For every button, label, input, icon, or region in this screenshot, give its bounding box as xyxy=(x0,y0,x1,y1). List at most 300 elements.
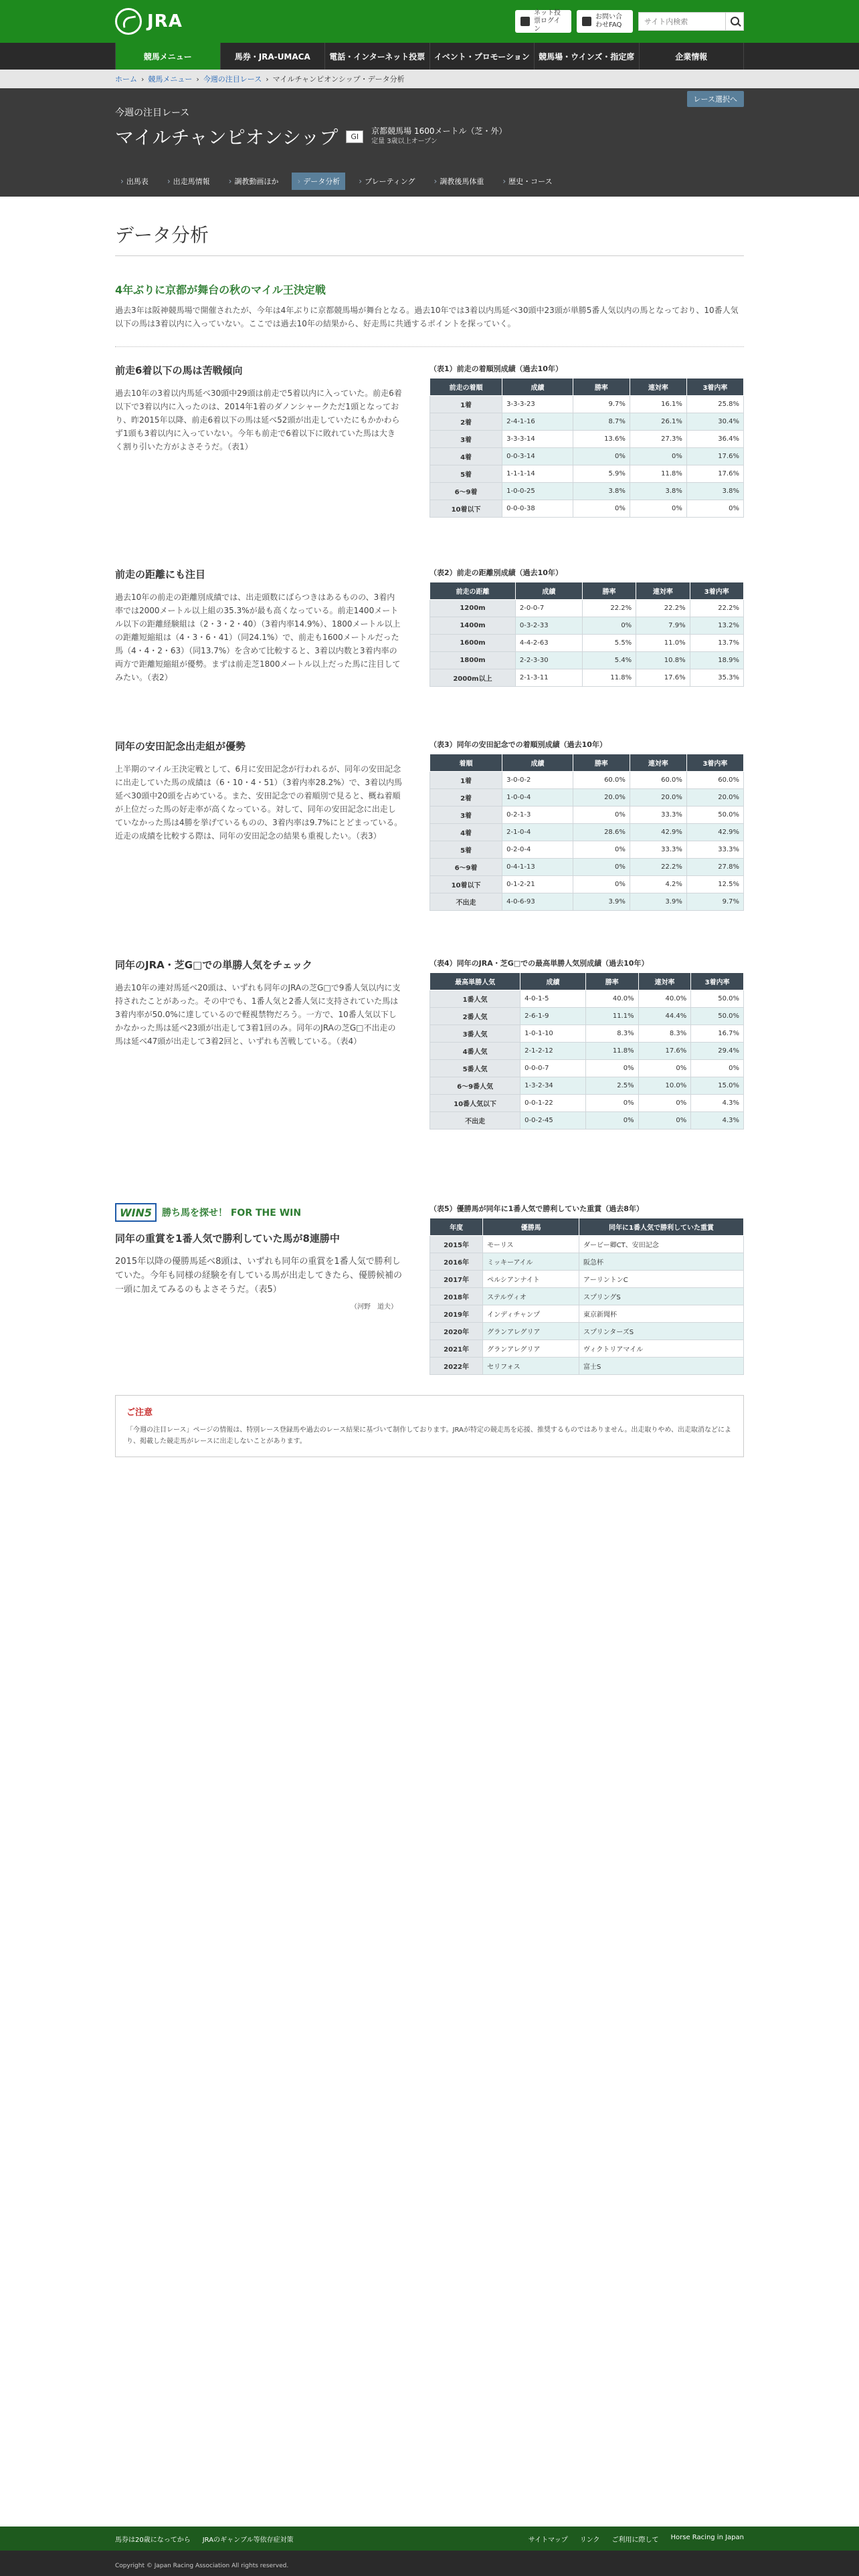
table-cell: 16.1% xyxy=(630,396,686,413)
table-cell: 2020年 xyxy=(430,1323,483,1340)
table-cell: 2000m以上 xyxy=(430,669,516,687)
race-info xyxy=(371,126,506,146)
table-cell: 8.7% xyxy=(573,413,630,431)
table-cell: 25.8% xyxy=(686,396,743,413)
stats-table xyxy=(430,582,744,687)
table-cell: 0% xyxy=(585,1095,638,1112)
table-cell: 4-0-1-5 xyxy=(520,990,586,1008)
table-cell: 35.3% xyxy=(690,669,743,687)
table-header: 3着内率 xyxy=(686,754,743,772)
table-cell: 1-3-2-34 xyxy=(520,1077,586,1095)
table-header: 優勝馬 xyxy=(483,1218,579,1236)
table-cell: 2-6-1-9 xyxy=(520,1008,586,1025)
table-cell: 60.0% xyxy=(630,772,686,789)
stats-table xyxy=(430,972,744,1130)
table-row xyxy=(430,1271,744,1288)
race-header xyxy=(0,88,859,197)
table-cell: 10番人気以下 xyxy=(430,1095,520,1112)
table-cell: アーリントンC xyxy=(579,1271,744,1288)
table-cell: 5.5% xyxy=(582,635,636,652)
table-row xyxy=(430,413,744,431)
analysis-section xyxy=(115,363,744,518)
table-row xyxy=(430,893,744,911)
main-content xyxy=(0,197,859,1457)
tab-data-analysis[interactable]: › データ分析 xyxy=(292,173,345,190)
table5-caption: （表5）優勝馬が同年に1番人気で勝利していた重賞（過去8年） xyxy=(430,1204,644,1213)
table-row xyxy=(430,483,744,500)
table-cell: 3番人気 xyxy=(430,1025,520,1043)
table-row xyxy=(430,1323,744,1340)
search-input[interactable] xyxy=(638,12,725,31)
table-cell: 1-1-1-14 xyxy=(502,465,573,483)
table-cell: 10.8% xyxy=(636,652,690,669)
table-row xyxy=(430,807,744,824)
table-row xyxy=(430,1340,744,1358)
table-header: 3着内率 xyxy=(691,973,744,990)
table-header: 連対率 xyxy=(636,582,690,600)
table-cell: 22.2% xyxy=(636,600,690,617)
table-header: 成績 xyxy=(502,754,573,772)
table-row xyxy=(430,600,744,617)
table-cell: 0-2-0-4 xyxy=(502,841,573,859)
breadcrumb-home[interactable]: ホーム xyxy=(115,75,137,84)
table-cell: 5番人気 xyxy=(430,1060,520,1077)
table-cell: 0% xyxy=(573,876,630,893)
table-cell: 1-0-1-10 xyxy=(520,1025,586,1043)
table-cell: 50.0% xyxy=(686,807,743,824)
table-cell: 4着 xyxy=(430,824,502,841)
gnav-racecourses[interactable]: 競馬場・ウインズ・指定席 xyxy=(535,43,640,70)
table-row xyxy=(430,396,744,413)
table-row xyxy=(430,859,744,876)
table-cell: 13.7% xyxy=(690,635,743,652)
table-cell: 2-2-3-30 xyxy=(515,652,582,669)
table-cell: 1600m xyxy=(430,635,516,652)
top-header xyxy=(0,0,859,43)
table-cell: 2015年 xyxy=(430,1236,483,1253)
table-cell: 不出走 xyxy=(430,1112,520,1130)
table-cell: 33.3% xyxy=(686,841,743,859)
table-row xyxy=(430,500,744,518)
author: （河野 道夫） xyxy=(351,1303,397,1311)
table-cell: 18.9% xyxy=(690,652,743,669)
table-cell: ダービー卿CT、安田記念 xyxy=(579,1236,744,1253)
table-cell: 60.0% xyxy=(686,772,743,789)
question-icon xyxy=(582,17,591,26)
table-cell: 2-1-2-12 xyxy=(520,1043,586,1060)
table-row xyxy=(430,824,744,841)
table-cell: 2.5% xyxy=(585,1077,638,1095)
table-row xyxy=(430,1008,744,1025)
table-cell: 17.6% xyxy=(638,1043,691,1060)
table-cell: 9.7% xyxy=(686,893,743,911)
table-cell: 5.4% xyxy=(582,652,636,669)
table-cell: 28.6% xyxy=(573,824,630,841)
table-cell: 3.8% xyxy=(630,483,686,500)
table-row xyxy=(430,1253,744,1271)
table-cell: 5.9% xyxy=(573,465,630,483)
table-row xyxy=(430,1077,744,1095)
table-cell: 2-4-1-16 xyxy=(502,413,573,431)
table-cell: 17.6% xyxy=(686,465,743,483)
section-title: 前走6着以下の馬は苦戦傾向 xyxy=(115,364,243,377)
table-cell: 0% xyxy=(573,841,630,859)
table-cell: 26.1% xyxy=(630,413,686,431)
table-cell: 1200m xyxy=(430,600,516,617)
table-cell: ミッキーアイル xyxy=(483,1253,579,1271)
table-cell: 2-0-0-7 xyxy=(515,600,582,617)
table-cell: スプリングS xyxy=(579,1288,744,1305)
lead-title: 4年ぶりに京都が舞台の秋のマイル王決定戦 xyxy=(115,284,326,296)
analysis-section xyxy=(115,958,744,1130)
table-row xyxy=(430,635,744,652)
table-caption: （表2）前走の距離別成績（過去10年） xyxy=(430,568,563,577)
table-caption: （表1）前走の着順別成績（過去10年） xyxy=(430,364,563,373)
table-cell: 阪急杯 xyxy=(579,1253,744,1271)
section-title: 同年の安田記念出走組が優勢 xyxy=(115,740,246,752)
win5-logo: WIN5 xyxy=(115,1203,157,1222)
table-cell: 0-0-0-38 xyxy=(502,500,573,518)
breadcrumb-current: マイルチャンピオンシップ・データ分析 xyxy=(272,75,405,84)
table-row xyxy=(430,1025,744,1043)
table-cell: 0% xyxy=(573,448,630,465)
table-cell: 27.3% xyxy=(630,431,686,448)
stats-table xyxy=(430,378,744,518)
table-header: 着順 xyxy=(430,754,502,772)
race-conditions: 定量 3歳以上オープン xyxy=(371,138,438,145)
table-cell: 4.3% xyxy=(691,1112,744,1130)
footer-link-links[interactable]: リンク xyxy=(579,2536,600,2544)
table-row xyxy=(430,1236,744,1253)
table-cell: 2着 xyxy=(430,789,502,807)
table-cell: 2-1-3-11 xyxy=(515,669,582,687)
table-row xyxy=(430,1358,744,1375)
table-cell: 6～9着 xyxy=(430,483,502,500)
footer-link-gambling[interactable]: JRAのギャンブル等依存症対策 xyxy=(202,2536,294,2544)
table-cell: 1400m xyxy=(430,617,516,635)
table-cell: 0-3-2-33 xyxy=(515,617,582,635)
table-row xyxy=(430,772,744,789)
gnav-racing-menu[interactable]: 競馬メニュー xyxy=(115,43,221,70)
table-cell: 2番人気 xyxy=(430,1008,520,1025)
table-cell: 10.0% xyxy=(638,1077,691,1095)
divider xyxy=(115,346,744,347)
table-header: 勝率 xyxy=(573,379,630,396)
login-button[interactable] xyxy=(515,10,571,33)
faq-label: お問い合わせFAQ xyxy=(595,13,622,29)
table-row xyxy=(430,465,744,483)
table-cell: 11.0% xyxy=(636,635,690,652)
faq-button[interactable] xyxy=(577,10,633,33)
table-cell: 1着 xyxy=(430,772,502,789)
table-cell: 11.8% xyxy=(582,669,636,687)
table-cell: 3着 xyxy=(430,807,502,824)
breadcrumb-racing-menu[interactable]: 競馬メニュー xyxy=(148,75,193,84)
table-cell: 33.3% xyxy=(630,807,686,824)
table-cell: 44.4% xyxy=(638,1008,691,1025)
breadcrumb: ホーム › 競馬メニュー › 今週の注目レース › マイルチャンピオンシップ・データ分析 xyxy=(0,70,859,88)
table-cell: 20.0% xyxy=(573,789,630,807)
table-cell: 17.6% xyxy=(636,669,690,687)
table-cell: 4-0-6-93 xyxy=(502,893,573,911)
notice-title: ご注意 xyxy=(126,1408,153,1418)
table-header: 年度 xyxy=(430,1218,483,1236)
table-cell: セリフォス xyxy=(483,1358,579,1375)
table-header: 3着内率 xyxy=(690,582,743,600)
table-header: 前走の距離 xyxy=(430,582,516,600)
pc-icon xyxy=(520,17,530,26)
table-cell: 0% xyxy=(573,500,630,518)
table-cell: 4-4-2-63 xyxy=(515,635,582,652)
table-cell: 1着 xyxy=(430,396,502,413)
table-cell: ステルヴィオ xyxy=(483,1288,579,1305)
table-row xyxy=(430,789,744,807)
table-cell: 東京新聞杯 xyxy=(579,1305,744,1323)
gnav-online-voting[interactable]: 電話・インターネット投票 xyxy=(325,43,430,70)
race-select-button[interactable]: レース選択へ xyxy=(687,91,744,107)
table-header: 勝率 xyxy=(585,973,638,990)
table-cell: 10着以下 xyxy=(430,876,502,893)
gnav-events[interactable]: イベント・プロモーション xyxy=(430,43,535,70)
table-cell: 1-0-0-4 xyxy=(502,789,573,807)
table-cell: 8.3% xyxy=(638,1025,691,1043)
table-cell: 22.2% xyxy=(582,600,636,617)
search-button[interactable] xyxy=(725,12,744,31)
section-text: 過去10年の連対馬延べ20頭は、いずれも同年のJRAの芝G□で9番人気以内に支持されたことがあった。その中でも、1番人気と2番人気に支持されていた馬は3着内率が50.0%に達しているので軽視禁物だろう。一方で、10番人気以下しかなかった馬は延べ23頭が出走して3着1回のみ。同年のJRAの芝G□不出走の馬は延べ47頭が出走して3着2回と、いずれも苦戦している。（表4） xyxy=(115,983,401,1046)
table-cell: 5着 xyxy=(430,465,502,483)
tab-history-course[interactable]: › 歴史・コース xyxy=(497,173,557,190)
table-cell: 40.0% xyxy=(585,990,638,1008)
race-subtitle: 今週の注目レース xyxy=(115,108,190,118)
table-cell: 4着 xyxy=(430,448,502,465)
tab-horse-info[interactable]: › 出走馬情報 xyxy=(162,173,215,190)
table-cell: 1番人気 xyxy=(430,990,520,1008)
table-cell: 0% xyxy=(573,859,630,876)
table-cell: 不出走 xyxy=(430,893,502,911)
table-row xyxy=(430,1060,744,1077)
table-cell: 0% xyxy=(638,1112,691,1130)
table-cell: 36.4% xyxy=(686,431,743,448)
table-cell: 8.3% xyxy=(585,1025,638,1043)
table-cell: 3.9% xyxy=(573,893,630,911)
breadcrumb-featured-race[interactable]: 今週の注目レース xyxy=(203,75,262,84)
table-cell: 2018年 xyxy=(430,1288,483,1305)
footer-link-hrj[interactable]: Horse Racing in Japan xyxy=(670,2533,744,2541)
table-row xyxy=(430,1288,744,1305)
analysis-section xyxy=(115,739,744,911)
table-cell: 2着 xyxy=(430,413,502,431)
tab-entries[interactable]: › 出馬表 xyxy=(115,173,154,190)
table-row xyxy=(430,431,744,448)
table-cell: 2022年 xyxy=(430,1358,483,1375)
win5-title: 同年の重賞を1番人気で勝利していた馬が8連勝中 xyxy=(115,1232,340,1245)
win5-section xyxy=(115,1203,744,1375)
race-title: マイルチャンピオンシップ xyxy=(115,126,339,148)
table-cell: モーリス xyxy=(483,1236,579,1253)
table-cell: 30.4% xyxy=(686,413,743,431)
table-cell: 11.8% xyxy=(585,1043,638,1060)
table-cell: 1-0-0-25 xyxy=(502,483,573,500)
table-cell: 6～9番人気 xyxy=(430,1077,520,1095)
table-cell: 6～9着 xyxy=(430,859,502,876)
table-caption: （表3）同年の安田記念での着順別成績（過去10年） xyxy=(430,740,607,749)
table-cell: 2-1-0-4 xyxy=(502,824,573,841)
table-cell: 1800m xyxy=(430,652,516,669)
table-header: 連対率 xyxy=(638,973,691,990)
footer-link-age[interactable]: 馬券は20歳になってから xyxy=(115,2536,191,2544)
gnav-corporate[interactable]: 企業情報 xyxy=(640,43,745,70)
table-cell: グランアレグリア xyxy=(483,1323,579,1340)
table-cell: 11.8% xyxy=(630,465,686,483)
table-cell: 0-0-2-45 xyxy=(520,1112,586,1130)
table-cell: 11.1% xyxy=(585,1008,638,1025)
table-cell: 2016年 xyxy=(430,1253,483,1271)
table-cell: 7.9% xyxy=(636,617,690,635)
table-cell: ヴィクトリアマイル xyxy=(579,1340,744,1358)
table-cell: 富士S xyxy=(579,1358,744,1375)
table-cell: 0-0-1-22 xyxy=(520,1095,586,1112)
table-cell: 2021年 xyxy=(430,1340,483,1358)
table-header: 3着内率 xyxy=(686,379,743,396)
table-row xyxy=(430,617,744,635)
table-cell: 3-3-3-14 xyxy=(502,431,573,448)
table-cell: 16.7% xyxy=(691,1025,744,1043)
table-cell: 3.8% xyxy=(573,483,630,500)
table-cell: インディチャンプ xyxy=(483,1305,579,1323)
table-cell: 40.0% xyxy=(638,990,691,1008)
table-cell: 0% xyxy=(585,1060,638,1077)
table-cell: 9.7% xyxy=(573,396,630,413)
table-cell: 42.9% xyxy=(686,824,743,841)
page-title: データ分析 xyxy=(115,221,744,256)
grade-badge: GI xyxy=(346,130,363,143)
table-cell: 0-0-3-14 xyxy=(502,448,573,465)
table-cell: ペルシアンナイト xyxy=(483,1271,579,1288)
win5-banner: 勝ち馬を探せ！ FOR THE WIN xyxy=(162,1208,302,1218)
table-cell: 17.6% xyxy=(686,448,743,465)
section-title: 同年のJRA・芝G□での単勝人気をチェック xyxy=(115,959,312,971)
table-header: 成績 xyxy=(502,379,573,396)
site-search xyxy=(638,12,744,31)
table-cell: 0% xyxy=(638,1095,691,1112)
notice-text: 「今週の注目レース」ページの情報は、特別レース登録馬や過去のレース結果に基づいて制作しております。JRAが特定の競走馬を応援、推奨するものではありません。出走取りやめ、出走取消などにより、掲載した競走馬がレースに出走しないことがあります。 xyxy=(126,1426,732,1445)
table-cell: 0-1-2-21 xyxy=(502,876,573,893)
table-cell: 0% xyxy=(630,448,686,465)
table-row xyxy=(430,448,744,465)
table-header: 連対率 xyxy=(630,754,686,772)
table-header: 最高単勝人気 xyxy=(430,973,520,990)
footer-link-terms[interactable]: ご利用に際して xyxy=(611,2536,659,2544)
login-label: ネット投票ログイン xyxy=(534,9,561,33)
table-cell: 0-4-1-13 xyxy=(502,859,573,876)
table-cell: 5着 xyxy=(430,841,502,859)
table-cell: 27.8% xyxy=(686,859,743,876)
table-row xyxy=(430,1043,744,1060)
table-cell: 10着以下 xyxy=(430,500,502,518)
table-cell: 4.2% xyxy=(630,876,686,893)
table-cell: 3.9% xyxy=(630,893,686,911)
table-cell: 20.0% xyxy=(686,789,743,807)
table-row xyxy=(430,1095,744,1112)
table-cell: 42.9% xyxy=(630,824,686,841)
table-cell: 3着 xyxy=(430,431,502,448)
table-cell: 3-3-3-23 xyxy=(502,396,573,413)
table-cell: 13.6% xyxy=(573,431,630,448)
lead-text: 過去3年は阪神競馬場で開催されたが、今年は4年ぶりに京都競馬場が舞台となる。過去10年では3着以内馬延べ30頭中23頭が単勝5番人気以内の馬となっており、10番人気以下の馬は3着以内に入っていない。ここでは過去10年の結果から、好走馬に共通するポイントを探っていく。 xyxy=(115,306,739,328)
table-cell: 50.0% xyxy=(691,1008,744,1025)
table-cell: 4番人気 xyxy=(430,1043,520,1060)
table-cell: 4.3% xyxy=(691,1095,744,1112)
copyright: Copyright © Japan Racing Association All rights reserved. xyxy=(115,2563,289,2569)
race-course-info: 京都競馬場 1600メートル（芝・外） xyxy=(371,126,507,136)
tab-weight[interactable]: › 調教後馬体重 xyxy=(429,173,490,190)
table-cell: 0% xyxy=(691,1060,744,1077)
table-cell: 22.2% xyxy=(630,859,686,876)
gnav-betting[interactable]: 馬券・JRA-UMACA xyxy=(221,43,326,70)
table-row xyxy=(430,876,744,893)
table-caption: （表4）同年のJRA・芝G□での最高単勝人気別成績（過去10年） xyxy=(430,959,649,968)
tab-playback[interactable]: › プレーティング xyxy=(353,173,420,190)
table-cell: 13.2% xyxy=(690,617,743,635)
table-cell: 0-2-1-3 xyxy=(502,807,573,824)
table-header: 勝率 xyxy=(582,582,636,600)
table5 xyxy=(430,1218,744,1375)
win5-text: 2015年以降の優勝馬延べ8頭は、いずれも同年の重賞を1番人気で勝利していた。今年も同様の経験を有している馬が出走してきたら、優勝候補の一頭に加えてみるのもよさそうだ。（表5） xyxy=(115,1257,403,1295)
table-cell: 22.2% xyxy=(690,600,743,617)
table-cell: 12.5% xyxy=(686,876,743,893)
tab-training-video[interactable]: › 調教動画ほか xyxy=(223,173,284,190)
table-cell: グランアレグリア xyxy=(483,1340,579,1358)
race-tabs xyxy=(115,173,744,190)
table-header: 成績 xyxy=(520,973,586,990)
horse-logo-icon xyxy=(115,8,142,35)
table-header: 勝率 xyxy=(573,754,630,772)
table-row xyxy=(430,652,744,669)
stats-table xyxy=(430,754,744,911)
table-row xyxy=(430,1305,744,1323)
table-row xyxy=(430,1112,744,1130)
table-row xyxy=(430,669,744,687)
section-title: 前走の距離にも注目 xyxy=(115,568,206,580)
table-cell: スプリンターズS xyxy=(579,1323,744,1340)
jra-logo[interactable] xyxy=(115,8,183,35)
table-cell: 0% xyxy=(573,807,630,824)
logo-text: JRA xyxy=(147,11,183,31)
table-cell: 0% xyxy=(630,500,686,518)
table-cell: 50.0% xyxy=(691,990,744,1008)
table-cell: 3-0-0-2 xyxy=(502,772,573,789)
table-cell: 20.0% xyxy=(630,789,686,807)
table-cell: 2017年 xyxy=(430,1271,483,1288)
table-header: 同年に1番人気で勝利していた重賞 xyxy=(579,1218,744,1236)
table-cell: 0% xyxy=(638,1060,691,1077)
table-cell: 33.3% xyxy=(630,841,686,859)
table-row xyxy=(430,841,744,859)
table-cell: 0% xyxy=(582,617,636,635)
notice-box xyxy=(115,1395,744,1457)
footer-link-sitemap[interactable]: サイトマップ xyxy=(528,2536,568,2544)
table-cell: 15.0% xyxy=(691,1077,744,1095)
table-cell: 3.8% xyxy=(686,483,743,500)
section-text: 過去10年の3着以内馬延べ30頭中29頭は前走で5着以内に入っていた。前走6着以下で3着以内に入ったのは、2014年1着のダノンシャークただ1頭となっており、昨2015年以降、前走6着以下の馬は延べ52頭が出走していたにもかかわらず1頭も3着以内に入っていない。今年も前走で6着以下に敗れていた馬は大きく割り引いた方がよさそうだ。（表1） xyxy=(115,389,402,451)
table-cell: 29.4% xyxy=(691,1043,744,1060)
table-cell: 0% xyxy=(585,1112,638,1130)
table-header: 前走の着順 xyxy=(430,379,502,396)
table-row xyxy=(430,990,744,1008)
analysis-sections xyxy=(115,363,744,1130)
analysis-section xyxy=(115,567,744,687)
section-text: 過去10年の前走の距離別成績では、出走頭数にばらつきはあるものの、3着内率では2000メートル以上組の35.3%が最も高くなっている。前走1400メートル以下の距離経験組は（2・3・2・40）（3着内率14.9%）、1800メートル以上の距離短縮組は（4・3・6・41）（同24.1%）で、前走も1600メートルだった馬（4・4・2・63）（同13.7%）を含めて比較すると、3着以内数と3着内率の両方で距離短縮組が優勢。まずは前走芝1800メートル以上だった馬に注目してみたい。（表2） xyxy=(115,593,401,682)
